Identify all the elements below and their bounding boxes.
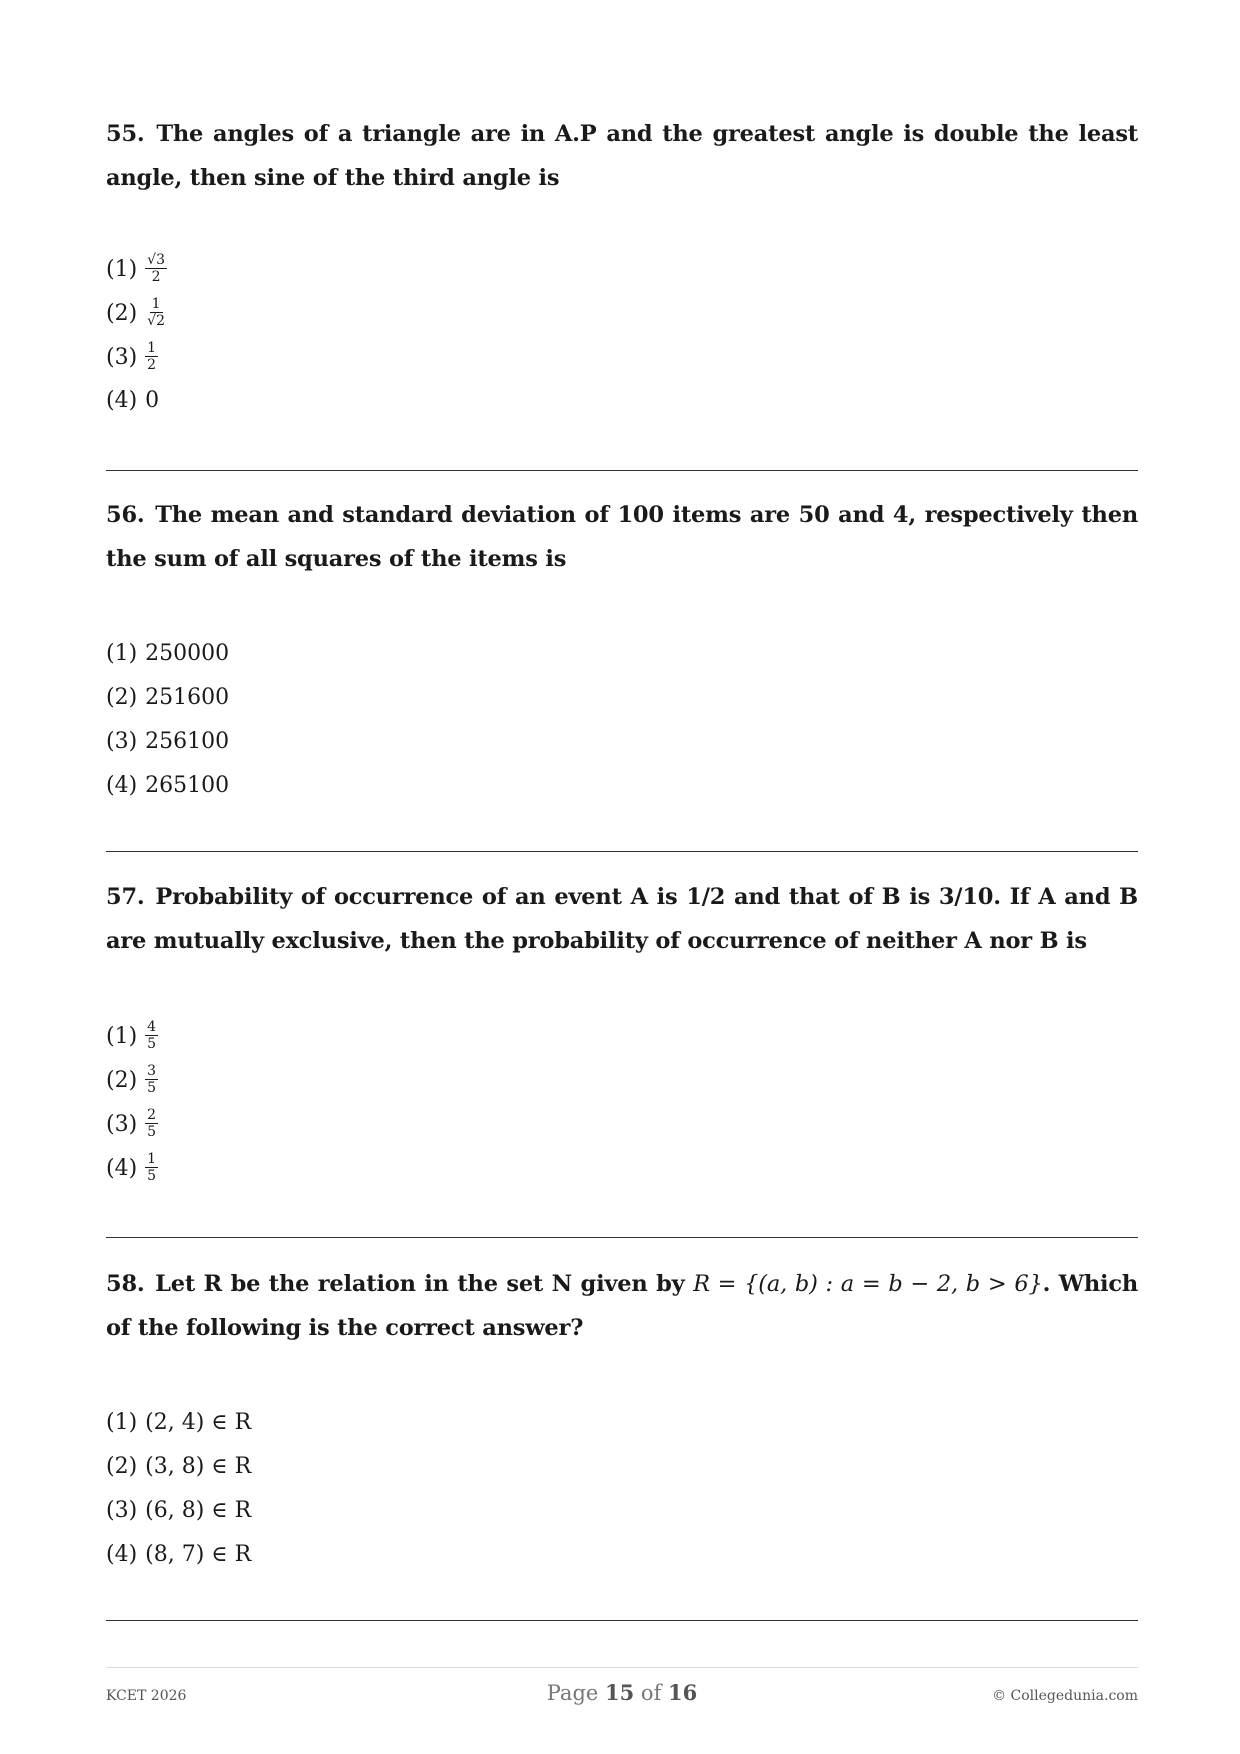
denominator: 2 — [151, 268, 161, 285]
option-4[interactable] — [106, 766, 229, 806]
denominator: 5 — [147, 1035, 157, 1052]
option-3[interactable] — [106, 338, 158, 378]
option-label: (3) — [106, 1498, 138, 1523]
question-body: Let R be the relation in the set N given by — [155, 1271, 685, 1297]
question-text — [106, 493, 1138, 581]
option-value: 0 — [145, 388, 160, 413]
question-number: 55. — [106, 121, 145, 147]
numerator: 4 — [147, 1018, 157, 1035]
option-label: (1) — [106, 257, 138, 282]
fraction — [145, 341, 158, 372]
page-indicator — [106, 1680, 1138, 1705]
page-footer — [106, 1680, 1138, 1710]
numerator: 1 — [147, 339, 157, 356]
exam-name: KCET 2026 — [106, 1688, 187, 1704]
page-word: Page — [546, 1681, 599, 1705]
option-label: (3) — [106, 345, 138, 370]
option-2[interactable] — [106, 294, 167, 334]
fraction — [145, 1020, 158, 1051]
option-3[interactable] — [106, 722, 229, 762]
option-value: 251600 — [145, 685, 230, 710]
divider — [106, 1237, 1138, 1238]
option-label: (3) — [106, 729, 138, 754]
option-label: (1) — [106, 1024, 138, 1049]
question-body: The angles of a triangle are in A.P and the greatest angle is double the least angle, then sine of the third angle is — [106, 121, 1138, 191]
option-label: (4) — [106, 1156, 138, 1181]
numerator: √3 — [147, 251, 165, 268]
question-text — [106, 1262, 1138, 1350]
fraction — [145, 297, 167, 328]
denominator: 2 — [147, 356, 157, 373]
option-label: (2) — [106, 301, 138, 326]
numerator: 2 — [147, 1106, 157, 1123]
denominator: 5 — [147, 1079, 157, 1096]
option-label: (1) — [106, 1410, 138, 1435]
option-1[interactable] — [106, 1017, 158, 1057]
numerator: 1 — [147, 1150, 157, 1167]
question-body: The mean and standard deviation of 100 items are 50 and 4, respectively then the sum of all squares of the items is — [106, 502, 1138, 572]
relation-math: R = {(a, b) : a = b − 2, b > 6} — [693, 1271, 1043, 1297]
numerator: 3 — [147, 1062, 157, 1079]
option-3[interactable] — [106, 1105, 158, 1145]
denominator: 5 — [147, 1167, 157, 1184]
fraction — [145, 1152, 158, 1183]
option-4[interactable] — [106, 381, 159, 421]
page-total: 16 — [668, 1680, 698, 1705]
option-4[interactable] — [106, 1535, 251, 1575]
option-3[interactable] — [106, 1491, 251, 1531]
fraction — [145, 1108, 158, 1139]
option-2[interactable] — [106, 678, 229, 718]
question-56 — [106, 493, 1138, 581]
question-text — [106, 112, 1138, 200]
option-value: (8, 7) ∈ R — [145, 1542, 252, 1567]
option-label: (4) — [106, 388, 138, 413]
divider — [106, 851, 1138, 852]
option-2[interactable] — [106, 1061, 158, 1101]
option-1[interactable] — [106, 1403, 251, 1443]
option-value: (2, 4) ∈ R — [145, 1410, 252, 1435]
question-55 — [106, 112, 1138, 200]
divider — [106, 1620, 1138, 1621]
fraction — [145, 253, 167, 284]
fraction — [145, 1064, 158, 1095]
page-of: of — [640, 1681, 662, 1705]
option-1[interactable] — [106, 634, 229, 674]
question-number: 56. — [106, 502, 145, 528]
option-2[interactable] — [106, 1447, 251, 1487]
question-58 — [106, 1262, 1138, 1350]
option-label: (2) — [106, 1068, 138, 1093]
numerator: 1 — [151, 295, 161, 312]
page-current: 15 — [605, 1680, 635, 1705]
question-number: 57. — [106, 884, 145, 910]
denominator: √2 — [147, 312, 165, 329]
divider — [106, 470, 1138, 471]
option-value: 265100 — [145, 773, 230, 798]
option-value: 256100 — [145, 729, 230, 754]
option-value: 250000 — [145, 641, 230, 666]
option-value: (6, 8) ∈ R — [145, 1498, 252, 1523]
option-label: (1) — [106, 641, 138, 666]
option-label: (2) — [106, 1454, 138, 1479]
option-label: (4) — [106, 773, 138, 798]
option-label: (2) — [106, 685, 138, 710]
footer-divider — [106, 1667, 1138, 1668]
option-value: (3, 8) ∈ R — [145, 1454, 252, 1479]
question-text — [106, 875, 1138, 963]
option-1[interactable] — [106, 250, 167, 290]
question-body-tail: . Which of the following is the correct answer? — [106, 1271, 1139, 1341]
question-number: 58. — [106, 1271, 145, 1297]
denominator: 5 — [147, 1123, 157, 1140]
question-body: Probability of occurrence of an event A is 1/2 and that of B is 3/10. If A and B are mutually exclusive, then the probability of occurrence of neither A nor B is — [106, 884, 1138, 954]
option-4[interactable] — [106, 1149, 158, 1189]
option-label: (3) — [106, 1112, 138, 1137]
option-label: (4) — [106, 1542, 138, 1567]
question-57 — [106, 875, 1138, 963]
copyright: © Collegedunia.com — [992, 1688, 1138, 1704]
